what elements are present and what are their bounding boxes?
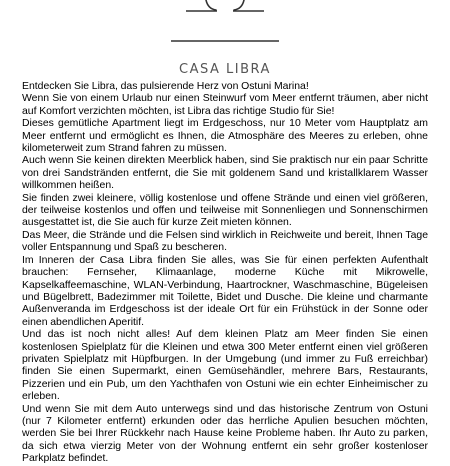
- paragraph: Entdecken Sie Libra, das pulsierende Herz von Ostuni Marina!: [22, 81, 309, 92]
- paragraph: Sie finden zwei kleinere, völlig kostenlose und offene Strände und einen viel größeren, der teilweise kostenlos und offen und teilweise mit Sonnenliegen und Sonnenschirmen ausgestattet ist, die Sie auch für kurze Zeit mieten können.: [22, 192, 428, 229]
- brand-title: CASA LIBRA: [179, 62, 271, 77]
- paragraph: Und wenn Sie mit dem Auto unterwegs sind und das historische Zentrum von Ostuni (nur 7 Kilometer entfernt) erkunden oder das herrliche Apulien besuchen möchten, werden Sie bei Ihrer Rückkehr nach Hause keine Probleme haben. Ihr Auto zu parken, da sich etwa vierzig Meter von der Wohnung entfernt ein sehr großer kostenloser Parkplatz befindet.: [22, 403, 428, 465]
- paragraph: Und das ist noch nicht alles! Auf dem kleinen Platz am Meer finden Sie einen kostenlosen Spielplatz für die Kleinen und etwa 300 Meter entfernt einen viel größeren privaten Spielplatz mit Hüpfburgen. In der Umgebung (und immer zu Fuß erreichbar) finden Sie einen Supermarkt, einen Gemüsehändler, mehrere Bars, Restaurants, Pizzerien und ein Pub, um den Yachthafen von Ostuni wie ein echter Einheimischer zu erleben.: [22, 329, 428, 403]
- paragraph: Wenn Sie von einem Urlaub nur einen Steinwurf vom Meer entfernt träumen, aber nicht auf Komfort verzichten möchten, ist Libra das richtige Studio für Sie!: [22, 93, 428, 117]
- libra-scales-icon: [0, 0, 450, 60]
- paragraph: Im Inneren der Casa Libra finden Sie alles, was Sie für einen perfekten Aufenthalt brauchen: Fernseher, Klimaanlage, moderne Küche mit Mikrowelle, Kapselkaffeemaschine, WLAN-Verbindung, Haartrockner, Waschmaschine, Bügeleisen und Bügelbrett, Badezimmer mit Toilette, Bidet und Dusche. Die kleine und charmante Außenveranda im Erdgeschoss ist der ideale Ort für ein Frühstück in der Sonne oder einen abendlichen Aperitif.: [22, 254, 428, 328]
- paragraph: Das Meer, die Strände und die Felsen sind wirklich in Reichweite und bereit, Ihnen Tage voller Entspannung und Spaß zu bescheren.: [22, 229, 428, 254]
- paragraph: Dieses gemütliche Apartment liegt im Erdgeschoss, nur 10 Meter vom Hauptplatz am Meer entfernt und ermöglicht es Ihnen, die Atmosphäre des Meeres zu erleben, ohne kilometerweit zum Strand fahren zu müssen.: [22, 118, 428, 155]
- paragraph: Auch wenn Sie keinen direkten Meerblick haben, sind Sie praktisch nur ein paar Schritte von drei Sandstränden entfernt, die Sie mit goldenem Sand und kristallklarem Wasser willkommen heißen.: [22, 155, 428, 192]
- header-logo: [0, 0, 450, 90]
- description-text: [22, 81, 428, 466]
